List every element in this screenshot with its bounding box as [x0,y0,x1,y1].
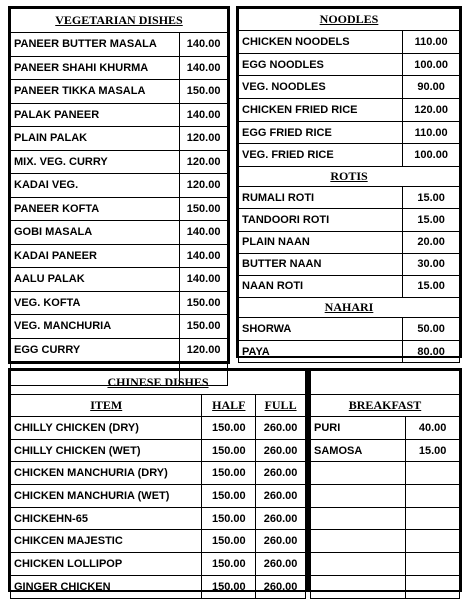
table-row [239,76,460,99]
table-row [11,462,306,485]
item-name: CHICKEN NOODELS [239,31,403,54]
item-price: 100.00 [403,53,460,76]
table-row [11,33,228,57]
table-row [11,530,306,553]
item-name: KADAI PANEER [11,244,180,268]
item-half: 150.00 [202,530,256,553]
table-row [11,150,228,174]
col-item-header: ITEM [11,395,202,417]
item-name: PANEER BUTTER MASALA [11,33,180,57]
item-price: 120.00 [180,338,228,362]
table-row [239,253,460,275]
table-row [239,231,460,253]
item-price: 140.00 [180,103,228,127]
vegetarian-table [10,8,228,386]
table-row [239,275,460,297]
item-name: PANEER SHAHI KHURMA [11,56,180,80]
table-row-empty [311,553,460,576]
item-half: 150.00 [202,507,256,530]
item-price: 15.00 [403,209,460,231]
item-full: 260.00 [256,553,306,576]
table-row-empty [311,575,460,598]
item-half: 150.00 [202,575,256,598]
item-name: CHIKCEN MAJESTIC [11,530,202,553]
item-name: CHICKEN MANCHURIA (WET) [11,485,202,508]
table-row [11,56,228,80]
vegetarian-title: VEGETARIAN DISHES [11,9,228,33]
table-row [11,315,228,339]
table-row [11,221,228,245]
breakfast-table [310,370,460,599]
item-name: PLAIN NAAN [239,231,403,253]
vegetarian-section [8,6,230,364]
item-full: 260.00 [256,439,306,462]
item-name: CHILLY CHICKEN (WET) [11,439,202,462]
right-column-table [238,8,460,363]
item-name: CHICKEN MANCHURIA (DRY) [11,462,202,485]
item-price: 140.00 [180,56,228,80]
table-row [11,244,228,268]
item-full: 260.00 [256,462,306,485]
item-half: 150.00 [202,462,256,485]
col-full-header: FULL [256,395,306,417]
item-price: 150.00 [180,291,228,315]
item-name: AALU PALAK [11,268,180,292]
item-name: CHICKEHN-65 [11,507,202,530]
table-row [11,268,228,292]
item-price: 15.00 [403,275,460,297]
table-row-empty [311,485,460,508]
item-price: 140.00 [180,33,228,57]
item-price: 150.00 [180,315,228,339]
item-name: RUMALI ROTI [239,187,403,209]
item-price: 120.00 [180,150,228,174]
table-row [11,417,306,440]
table-row [11,103,228,127]
item-price: 100.00 [403,144,460,167]
item-name: PAYA [239,340,403,363]
item-name: CHICKEN FRIED RICE [239,99,403,122]
table-row [239,31,460,54]
item-name: VEG. KOFTA [11,291,180,315]
item-price: 40.00 [406,417,460,440]
item-half: 150.00 [202,553,256,576]
item-price: 120.00 [180,127,228,151]
item-price: 50.00 [403,318,460,341]
table-row [239,187,460,209]
breakfast-title: BREAKFAST [311,395,460,417]
table-row [11,485,306,508]
table-row [239,121,460,144]
rotis-title: ROTIS [239,167,460,187]
item-name: GINGER CHICKEN [11,575,202,598]
item-price: 30.00 [403,253,460,275]
item-price: 80.00 [403,340,460,363]
item-name: EGG FRIED RICE [239,121,403,144]
item-price: 15.00 [403,187,460,209]
item-full: 260.00 [256,530,306,553]
item-name: GOBI MASALA [11,221,180,245]
table-row [239,318,460,341]
table-row [239,53,460,76]
item-price: 120.00 [180,174,228,198]
item-name: PURI [311,417,406,440]
item-name: VEG. MANCHURIA [11,315,180,339]
item-price: 110.00 [403,121,460,144]
item-full: 260.00 [256,507,306,530]
table-row [11,197,228,221]
item-name: PLAIN PALAK [11,127,180,151]
table-row [11,80,228,104]
table-row [11,174,228,198]
chinese-table [10,370,306,599]
table-row-empty [311,462,460,485]
item-name: CHICKEN LOLLIPOP [11,553,202,576]
table-row [239,340,460,363]
table-row [11,338,228,362]
breakfast-spacer [311,371,460,395]
item-half: 150.00 [202,439,256,462]
item-name: PANEER TIKKA MASALA [11,80,180,104]
table-row [11,439,306,462]
item-name: NAAN ROTI [239,275,403,297]
item-price: 140.00 [180,268,228,292]
table-row [239,209,460,231]
item-name: BUTTER NAAN [239,253,403,275]
item-name: CHILLY CHICKEN (DRY) [11,417,202,440]
item-price: 150.00 [180,197,228,221]
item-price: 15.00 [406,439,460,462]
table-row [311,439,460,462]
table-row [11,127,228,151]
item-name: SAMOSA [311,439,406,462]
item-full: 260.00 [256,485,306,508]
chinese-title: CHINESE DISHES [11,371,306,395]
item-half: 150.00 [202,485,256,508]
item-name: VEG. NOODLES [239,76,403,99]
item-full: 260.00 [256,575,306,598]
table-row [11,291,228,315]
item-name: PANEER KOFTA [11,197,180,221]
item-price: 120.00 [403,99,460,122]
item-name: MIX. VEG. CURRY [11,150,180,174]
item-price: 150.00 [180,80,228,104]
table-row-empty [311,507,460,530]
item-price: 110.00 [403,31,460,54]
table-row [11,575,306,598]
item-name: PALAK PANEER [11,103,180,127]
table-row [311,417,460,440]
item-name: SHORWA [239,318,403,341]
item-name: VEG. FRIED RICE [239,144,403,167]
item-full: 260.00 [256,417,306,440]
table-row-empty [311,530,460,553]
nahari-title: NAHARI [239,298,460,318]
item-name: TANDOORI ROTI [239,209,403,231]
item-price: 20.00 [403,231,460,253]
noodles-title: NOODLES [239,9,460,31]
item-name: EGG CURRY [11,338,180,362]
item-name: EGG NOODLES [239,53,403,76]
item-price: 140.00 [180,221,228,245]
table-row [239,99,460,122]
breakfast-section [308,368,462,592]
item-price: 140.00 [180,244,228,268]
chinese-section [8,368,308,592]
item-name: KADAI VEG. [11,174,180,198]
table-row [11,507,306,530]
item-price: 90.00 [403,76,460,99]
item-half: 150.00 [202,417,256,440]
col-half-header: HALF [202,395,256,417]
table-row [11,553,306,576]
table-row [239,144,460,167]
right-column-section [236,6,462,358]
